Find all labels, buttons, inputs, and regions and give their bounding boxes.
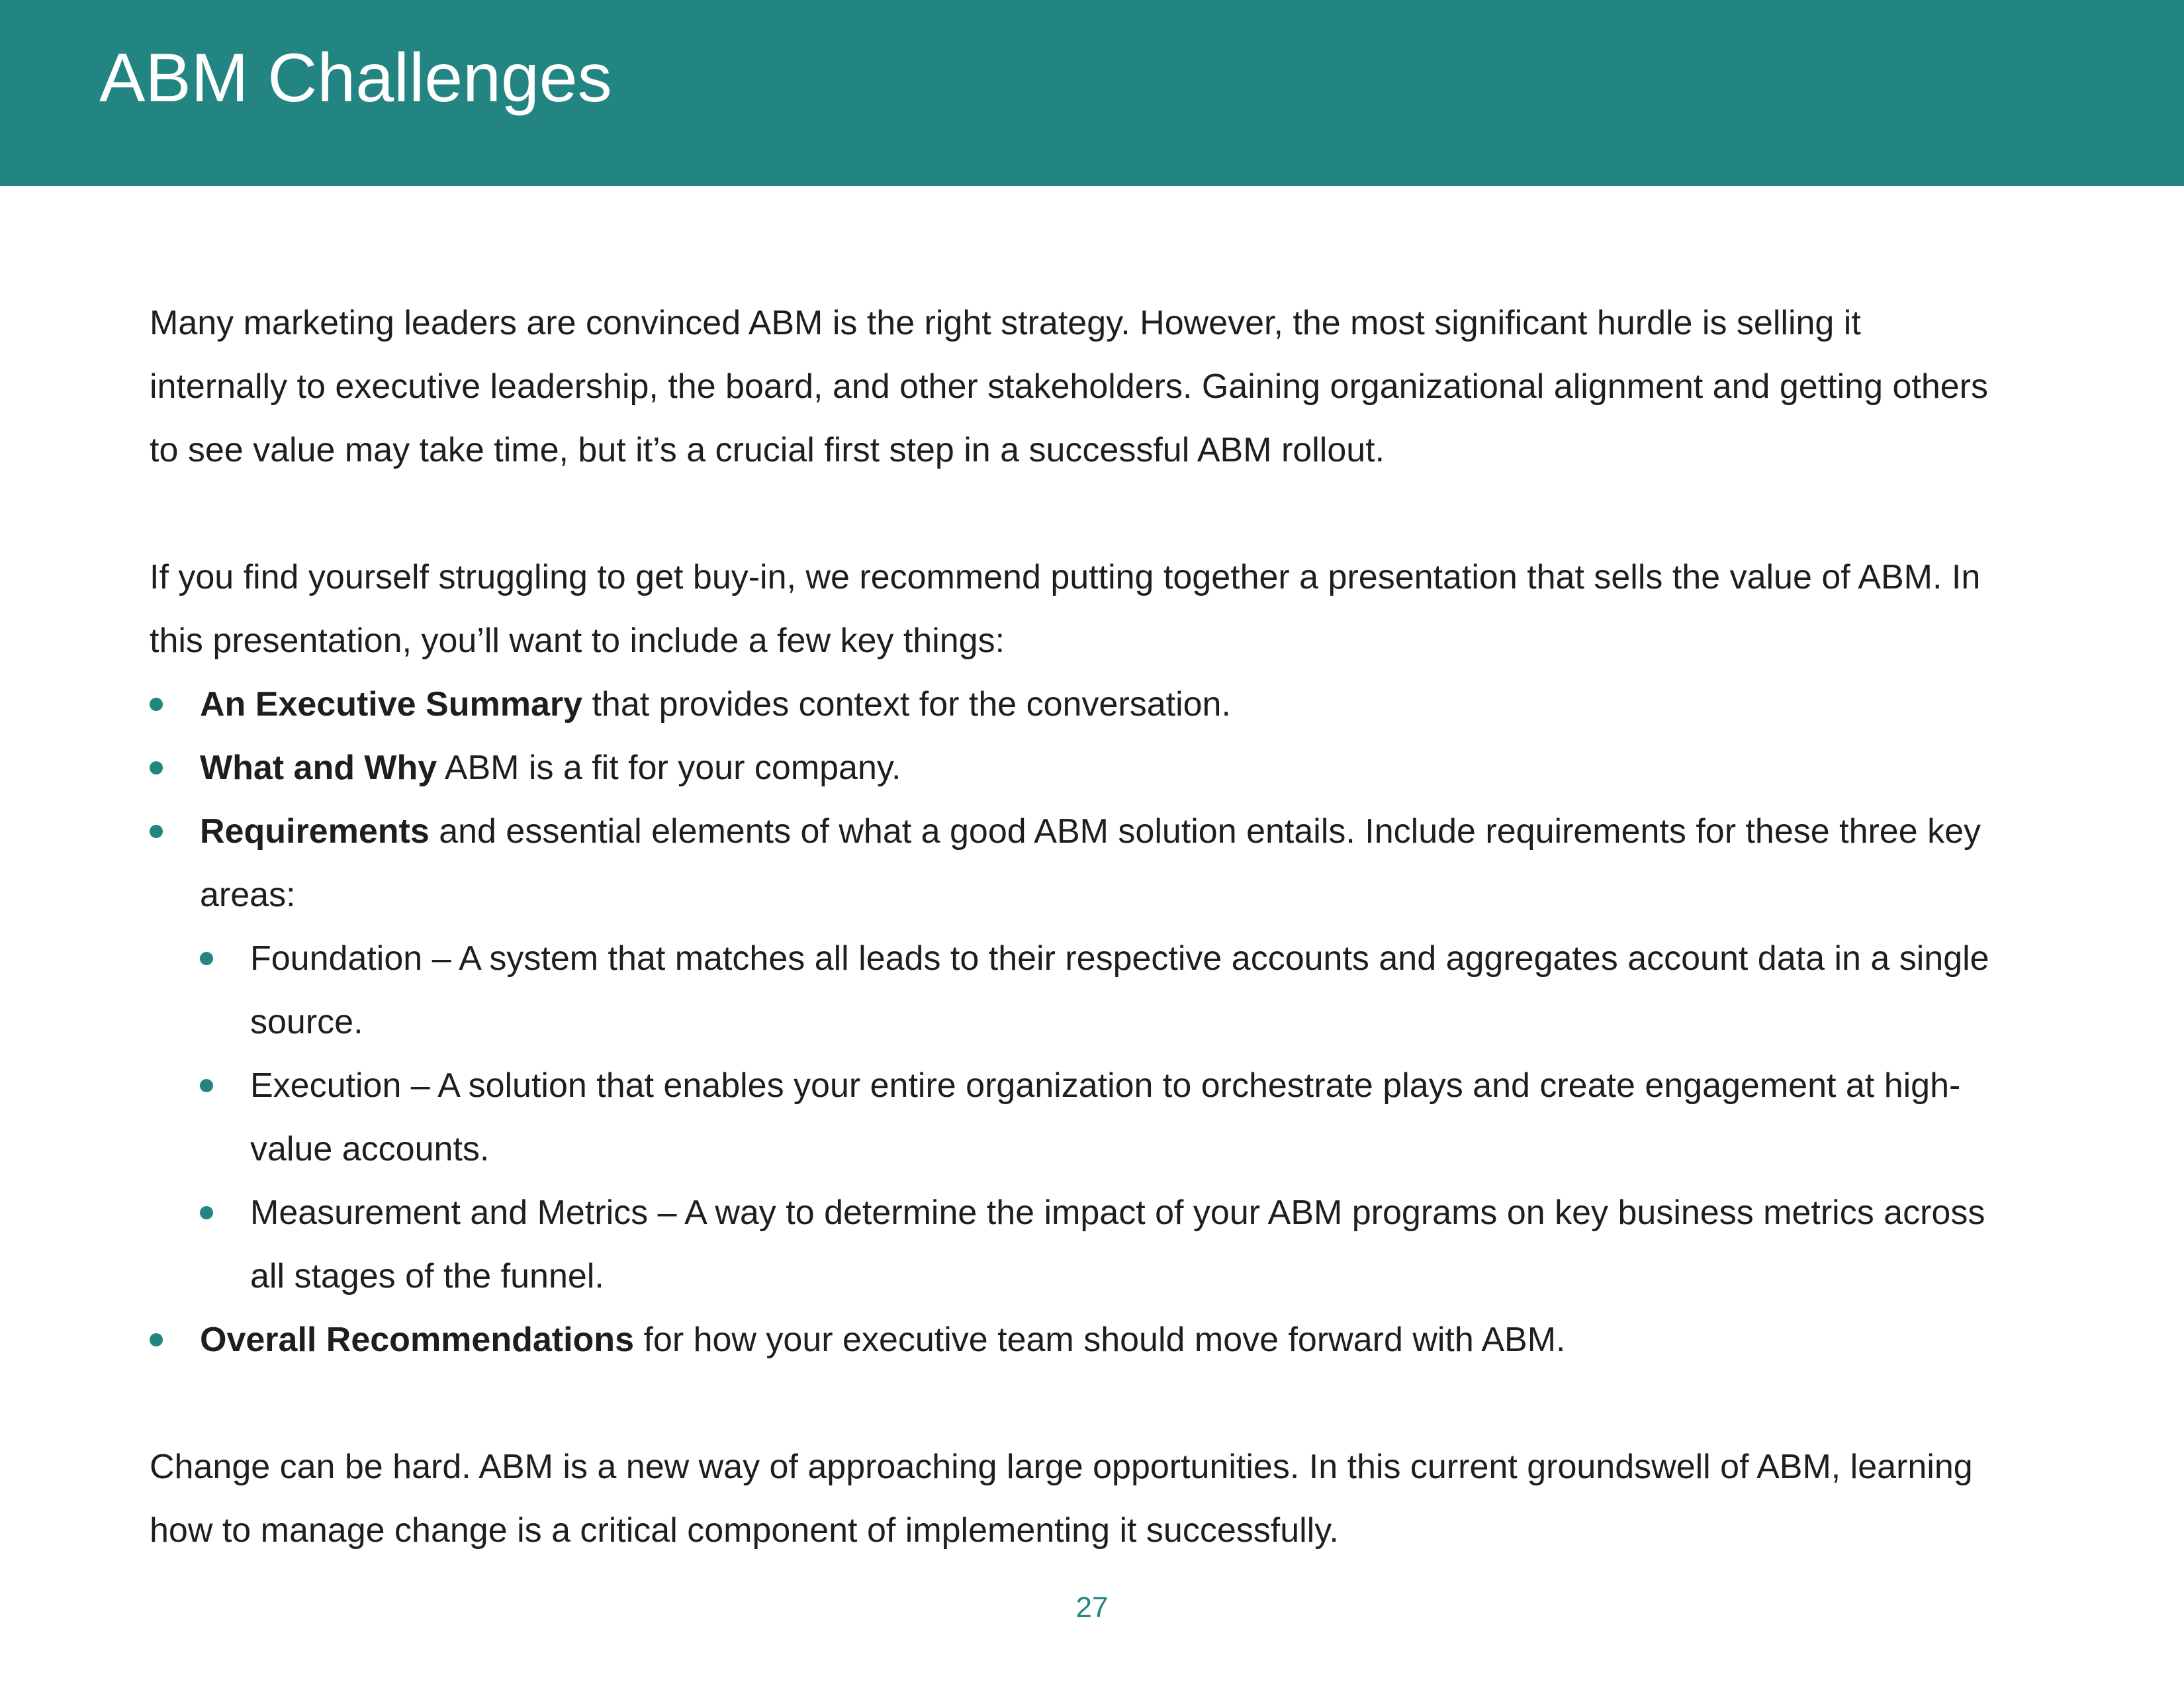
header-band	[0, 0, 2184, 186]
list-item-text: that provides context for the conversation.	[582, 685, 1231, 724]
paragraph-spacer	[150, 1372, 2003, 1435]
bullet-dot-icon	[200, 1079, 213, 1092]
list-item-bold: Requirements	[200, 812, 430, 851]
list-item-bold: An Executive Summary	[200, 685, 583, 724]
sub-list-item-text: Measurement and Metrics – A way to determine the impact of your ABM programs on key business metrics across all stages of the funnel.	[250, 1194, 1985, 1295]
bullet-dot-icon	[150, 761, 163, 774]
buy-in-paragraph: If you find yourself struggling to get buy-in, we recommend putting together a presentation that sells the value of ABM. In this presentation, you’ll want to include a few key things:	[150, 558, 1981, 660]
list-item	[150, 673, 2003, 736]
bullet-dot-icon	[150, 825, 163, 838]
sub-list-item	[200, 1054, 2003, 1181]
sub-list-item-text: Execution – A solution that enables your entire organization to orchestrate plays and create engagement at high-value accounts.	[250, 1066, 1961, 1168]
list-item	[150, 1308, 2003, 1372]
list-item-text: and essential elements of what a good ABM solution entails. Include requirements for these three key areas:	[200, 812, 1981, 914]
list-item	[150, 800, 2003, 1308]
list-item-text: for how your executive team should move forward with ABM.	[634, 1321, 1566, 1359]
bullet-dot-icon	[150, 1333, 163, 1346]
main-content	[150, 291, 2003, 1562]
closing-paragraph: Change can be hard. ABM is a new way of approaching large opportunities. In this current groundswell of ABM, learning how to manage change is a critical component of implementing it successfully.	[150, 1448, 1973, 1550]
paragraph-spacer	[150, 482, 2003, 545]
key-things-list	[150, 673, 2003, 1372]
bullet-dot-icon	[200, 1206, 213, 1219]
bullet-dot-icon	[150, 698, 163, 711]
list-item	[150, 736, 2003, 800]
bullet-dot-icon	[200, 952, 213, 965]
requirements-sublist	[200, 927, 2003, 1308]
sub-list-item-text: Foundation – A system that matches all leads to their respective accounts and aggregates account data in a single source.	[250, 939, 1989, 1041]
page-title: ABM Challenges	[99, 40, 612, 117]
intro-paragraph: Many marketing leaders are convinced ABM is the right strategy. However, the most significant hurdle is selling it internally to executive leadership, the board, and other stakeholders. Gaining organizational alignment and getting others to see value may take time, but it’s a crucial first step in a successful ABM rollout.	[150, 304, 1988, 469]
sub-list-item	[200, 927, 2003, 1054]
list-item-bold: What and Why	[200, 749, 437, 787]
sub-list-item	[200, 1181, 2003, 1308]
list-item-text: ABM is a fit for your company.	[437, 749, 901, 787]
list-item-bold: Overall Recommendations	[200, 1321, 634, 1359]
page-number: 27	[1075, 1591, 1109, 1624]
